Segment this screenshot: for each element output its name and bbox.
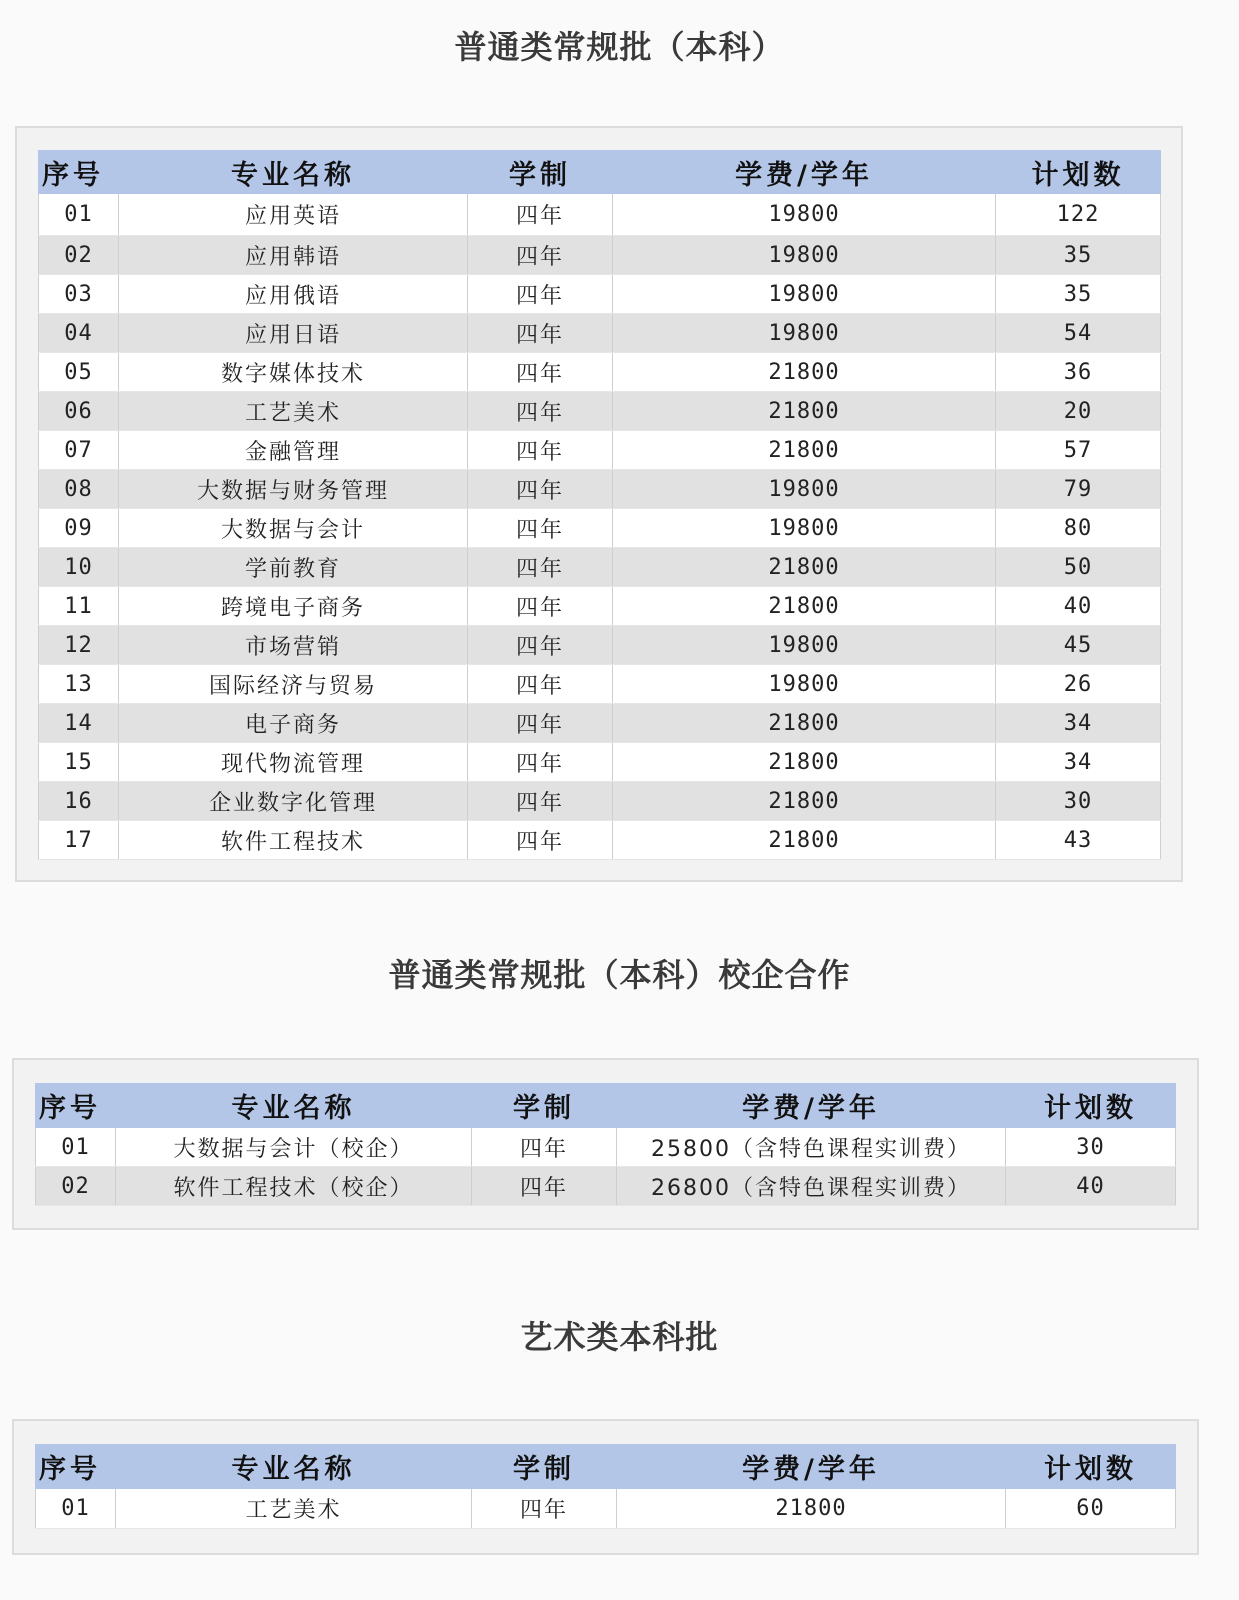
- table-row: [39, 821, 1161, 860]
- row-major: 学前教育: [119, 548, 468, 587]
- row-duration: 四年: [468, 470, 613, 509]
- row-tuition: 19800: [613, 275, 996, 314]
- row-index: 04: [39, 314, 119, 353]
- row-duration: 四年: [472, 1167, 617, 1206]
- row-index: 08: [39, 470, 119, 509]
- row-major: 软件工程技术（校企）: [116, 1167, 472, 1206]
- row-plan-count: 57: [996, 431, 1161, 470]
- row-tuition: 19800: [613, 509, 996, 548]
- row-duration: 四年: [468, 275, 613, 314]
- table-row: [39, 587, 1161, 626]
- row-major: 数字媒体技术: [119, 353, 468, 392]
- row-index: 01: [39, 194, 119, 236]
- table-row: [39, 353, 1161, 392]
- row-duration: 四年: [468, 353, 613, 392]
- row-index: 01: [36, 1489, 116, 1529]
- table-row: [36, 1128, 1176, 1167]
- section-3-table: [35, 1444, 1176, 1529]
- table-row: [39, 626, 1161, 665]
- section-1-table: [38, 150, 1161, 860]
- row-major: 软件工程技术: [119, 821, 468, 860]
- table-row: [39, 743, 1161, 782]
- row-tuition: 19800: [613, 626, 996, 665]
- header-tuition: 学费/学年: [617, 1084, 1006, 1128]
- row-tuition: 21800: [613, 548, 996, 587]
- row-duration: 四年: [468, 314, 613, 353]
- table-row: [39, 548, 1161, 587]
- row-plan-count: 30: [1006, 1128, 1176, 1167]
- row-index: 06: [39, 392, 119, 431]
- header-major: 专业名称: [116, 1445, 472, 1489]
- row-major: 金融管理: [119, 431, 468, 470]
- row-tuition: 21800: [613, 743, 996, 782]
- header-plan-count: 计划数: [996, 151, 1161, 194]
- row-duration: 四年: [468, 743, 613, 782]
- table-row: [36, 1489, 1176, 1529]
- header-major: 专业名称: [116, 1084, 472, 1128]
- row-duration: 四年: [468, 626, 613, 665]
- row-major: 跨境电子商务: [119, 587, 468, 626]
- row-tuition: 21800: [613, 431, 996, 470]
- table-header-row: [39, 151, 1161, 194]
- row-major: 市场营销: [119, 626, 468, 665]
- row-duration: 四年: [468, 194, 613, 236]
- table-row: [39, 194, 1161, 236]
- header-index: 序号: [36, 1445, 116, 1489]
- row-duration: 四年: [468, 587, 613, 626]
- header-major: 专业名称: [119, 151, 468, 194]
- table-row: [39, 431, 1161, 470]
- row-duration: 四年: [468, 509, 613, 548]
- row-index: 02: [36, 1167, 116, 1206]
- row-index: 09: [39, 509, 119, 548]
- row-major: 大数据与会计（校企）: [116, 1128, 472, 1167]
- table-header-row: [36, 1445, 1176, 1489]
- row-tuition: 19800: [613, 314, 996, 353]
- row-tuition: 19800: [613, 470, 996, 509]
- row-index: 13: [39, 665, 119, 704]
- section-2-title: 普通类常规批（本科）校企合作: [388, 956, 851, 994]
- row-plan-count: 54: [996, 314, 1161, 353]
- row-index: 17: [39, 821, 119, 860]
- row-plan-count: 36: [996, 353, 1161, 392]
- row-major: 国际经济与贸易: [119, 665, 468, 704]
- row-plan-count: 40: [996, 587, 1161, 626]
- header-index: 序号: [36, 1084, 116, 1128]
- header-tuition: 学费/学年: [617, 1445, 1006, 1489]
- table-row: [39, 509, 1161, 548]
- row-duration: 四年: [468, 548, 613, 587]
- row-major: 应用英语: [119, 194, 468, 236]
- row-index: 16: [39, 782, 119, 821]
- section-1-title: 普通类常规批（本科）: [454, 28, 785, 66]
- row-tuition: 19800: [613, 236, 996, 275]
- row-plan-count: 34: [996, 743, 1161, 782]
- row-major: 电子商务: [119, 704, 468, 743]
- row-duration: 四年: [468, 704, 613, 743]
- row-plan-count: 60: [1006, 1489, 1176, 1529]
- row-duration: 四年: [468, 665, 613, 704]
- row-plan-count: 40: [1006, 1167, 1176, 1206]
- table-row: [39, 665, 1161, 704]
- row-tuition: 21800: [613, 704, 996, 743]
- row-tuition: 21800: [613, 782, 996, 821]
- row-index: 14: [39, 704, 119, 743]
- header-index: 序号: [39, 151, 119, 194]
- row-index: 05: [39, 353, 119, 392]
- row-major: 工艺美术: [116, 1489, 472, 1529]
- row-duration: 四年: [468, 782, 613, 821]
- row-index: 03: [39, 275, 119, 314]
- row-plan-count: 30: [996, 782, 1161, 821]
- row-plan-count: 122: [996, 194, 1161, 236]
- row-major: 大数据与财务管理: [119, 470, 468, 509]
- section-3-title: 艺术类本科批: [520, 1318, 719, 1356]
- row-plan-count: 50: [996, 548, 1161, 587]
- row-tuition: 21800: [613, 353, 996, 392]
- header-duration: 学制: [472, 1445, 617, 1489]
- row-major: 应用韩语: [119, 236, 468, 275]
- row-plan-count: 26: [996, 665, 1161, 704]
- row-tuition: 19800: [613, 194, 996, 236]
- header-duration: 学制: [468, 151, 613, 194]
- row-plan-count: 35: [996, 236, 1161, 275]
- table-row: [39, 314, 1161, 353]
- row-plan-count: 34: [996, 704, 1161, 743]
- header-duration: 学制: [472, 1084, 617, 1128]
- table-row: [39, 782, 1161, 821]
- row-tuition: 21800: [613, 587, 996, 626]
- row-duration: 四年: [468, 431, 613, 470]
- section-2-table: [35, 1083, 1176, 1206]
- table-header-row: [36, 1084, 1176, 1128]
- table-row: [36, 1167, 1176, 1206]
- row-plan-count: 80: [996, 509, 1161, 548]
- row-duration: 四年: [468, 236, 613, 275]
- row-plan-count: 45: [996, 626, 1161, 665]
- header-plan-count: 计划数: [1006, 1084, 1176, 1128]
- row-major: 现代物流管理: [119, 743, 468, 782]
- row-plan-count: 43: [996, 821, 1161, 860]
- row-tuition: 21800: [617, 1489, 1006, 1529]
- row-tuition: 21800: [613, 821, 996, 860]
- row-plan-count: 35: [996, 275, 1161, 314]
- table-row: [39, 470, 1161, 509]
- row-index: 11: [39, 587, 119, 626]
- row-duration: 四年: [472, 1489, 617, 1529]
- row-major: 工艺美术: [119, 392, 468, 431]
- row-index: 10: [39, 548, 119, 587]
- row-duration: 四年: [468, 821, 613, 860]
- row-tuition: 21800: [613, 392, 996, 431]
- table-row: [39, 236, 1161, 275]
- row-plan-count: 20: [996, 392, 1161, 431]
- row-duration: 四年: [468, 392, 613, 431]
- row-tuition: 25800（含特色课程实训费）: [617, 1128, 1006, 1167]
- row-duration: 四年: [472, 1128, 617, 1167]
- row-index: 02: [39, 236, 119, 275]
- row-plan-count: 79: [996, 470, 1161, 509]
- header-tuition: 学费/学年: [613, 151, 996, 194]
- row-major: 大数据与会计: [119, 509, 468, 548]
- table-row: [39, 275, 1161, 314]
- row-index: 07: [39, 431, 119, 470]
- row-tuition: 19800: [613, 665, 996, 704]
- row-tuition: 26800（含特色课程实训费）: [617, 1167, 1006, 1206]
- row-major: 企业数字化管理: [119, 782, 468, 821]
- table-row: [39, 392, 1161, 431]
- row-index: 01: [36, 1128, 116, 1167]
- row-index: 12: [39, 626, 119, 665]
- row-major: 应用日语: [119, 314, 468, 353]
- row-major: 应用俄语: [119, 275, 468, 314]
- table-row: [39, 704, 1161, 743]
- header-plan-count: 计划数: [1006, 1445, 1176, 1489]
- row-index: 15: [39, 743, 119, 782]
